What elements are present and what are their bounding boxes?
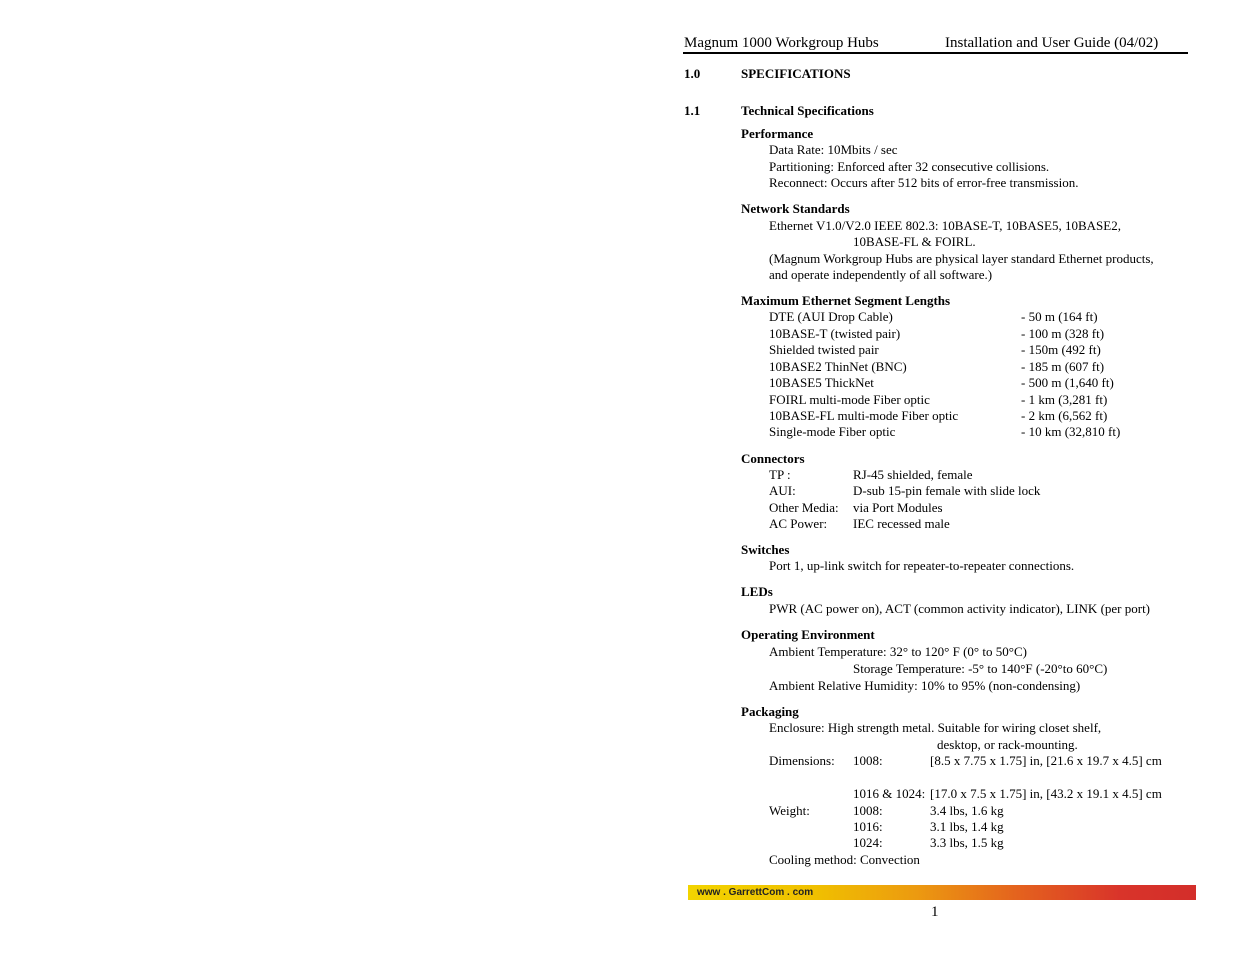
network-line: (Magnum Workgroup Hubs are physical layer standard Ethernet products, (769, 251, 1154, 266)
weight-model: 1008: (853, 803, 883, 818)
packaging-heading: Packaging (741, 704, 799, 719)
subsection-title: Technical Specifications (741, 103, 874, 118)
leds-heading: LEDs (741, 584, 773, 599)
connector-value: D-sub 15-pin female with slide lock (853, 483, 1041, 498)
weight-value: 3.3 lbs, 1.5 kg (930, 835, 1004, 850)
segment-value: - 1 km (3,281 ft) (1021, 392, 1108, 407)
segment-value: - 185 m (607 ft) (1021, 359, 1105, 374)
section-number: 1.0 (684, 66, 701, 81)
enclosure-line: Enclosure: High strength metal. Suitable for wiring closet shelf, (769, 720, 1102, 735)
header-rule (683, 52, 1188, 54)
connector-label: AC Power: (769, 516, 828, 531)
weight-label: Weight: (769, 803, 810, 818)
segment-value: - 10 km (32,810 ft) (1021, 424, 1121, 439)
switches-heading: Switches (741, 542, 790, 557)
network-heading: Network Standards (741, 201, 850, 216)
segment-label: 10BASE-T (twisted pair) (769, 326, 901, 341)
segment-label: Single-mode Fiber optic (769, 424, 896, 439)
subsection-number: 1.1 (684, 103, 701, 118)
segment-label: 10BASE5 ThickNet (769, 375, 874, 390)
weight-model: 1024: (853, 835, 883, 850)
dimensions-value: [17.0 x 7.5 x 1.75] in, [43.2 x 19.1 x 4.5] cm (930, 786, 1162, 801)
cooling-line: Cooling method: Convection (769, 852, 920, 867)
switches-line: Port 1, up-link switch for repeater-to-repeater connections. (769, 558, 1075, 573)
dimensions-label: Dimensions: (769, 753, 835, 768)
header-title: Magnum 1000 Workgroup Hubs (684, 35, 879, 51)
performance-line: Data Rate: 10Mbits / sec (769, 142, 898, 157)
segment-value: - 100 m (328 ft) (1021, 326, 1105, 341)
connector-label: TP : (769, 467, 791, 482)
performance-heading: Performance (741, 126, 814, 141)
dimensions-model: 1016 & 1024: (853, 786, 926, 801)
performance-line: Reconnect: Occurs after 512 bits of error-free transmission. (769, 175, 1079, 190)
connector-label: AUI: (769, 483, 796, 498)
leds-line: PWR (AC power on), ACT (common activity indicator), LINK (per port) (769, 601, 1151, 616)
network-line: 10BASE-FL & FOIRL. (853, 234, 976, 249)
connector-label: Other Media: (769, 500, 839, 515)
weight-value: 3.4 lbs, 1.6 kg (930, 803, 1004, 818)
connector-value: RJ-45 shielded, female (853, 467, 973, 482)
segment-label: FOIRL multi-mode Fiber optic (769, 392, 930, 407)
segment-label: DTE (AUI Drop Cable) (769, 309, 893, 324)
segment-label: 10BASE-FL multi-mode Fiber optic (769, 408, 959, 423)
segment-label: Shielded twisted pair (769, 342, 879, 357)
environment-line: Ambient Relative Humidity: 10% to 95% (non-condensing) (769, 678, 1081, 693)
connectors-heading: Connectors (741, 451, 805, 466)
segment-value: - 500 m (1,640 ft) (1021, 375, 1114, 390)
connector-value: IEC recessed male (853, 516, 950, 531)
network-line: Ethernet V1.0/V2.0 IEEE 802.3: 10BASE-T, 10BASE5, 10BASE2, (769, 218, 1121, 233)
segment-value: - 50 m (164 ft) (1021, 309, 1098, 324)
footer-bar (688, 885, 1196, 900)
section-title: SPECIFICATIONS (741, 66, 851, 81)
segment-label: 10BASE2 ThinNet (BNC) (769, 359, 907, 374)
environment-heading: Operating Environment (741, 627, 875, 642)
environment-line: Storage Temperature: -5° to 140°F (-20°to 60°C) (853, 661, 1108, 676)
weight-value: 3.1 lbs, 1.4 kg (930, 819, 1004, 834)
footer-url: www . GarrettCom . com (697, 887, 814, 898)
segments-heading: Maximum Ethernet Segment Lengths (741, 293, 951, 308)
segment-value: - 2 km (6,562 ft) (1021, 408, 1108, 423)
enclosure-line: desktop, or rack-mounting. (937, 737, 1078, 752)
performance-line: Partitioning: Enforced after 32 consecutive collisions. (769, 159, 1050, 174)
page-number: 1 (931, 904, 939, 920)
environment-line: Ambient Temperature: 32° to 120° F (0° to 50°C) (769, 644, 1027, 659)
segment-value: - 150m (492 ft) (1021, 342, 1101, 357)
weight-model: 1016: (853, 819, 883, 834)
network-line: and operate independently of all software.) (769, 267, 993, 282)
header-guide: Installation and User Guide (04/02) (945, 35, 1159, 51)
dimensions-model: 1008: (853, 753, 883, 768)
connector-value: via Port Modules (853, 500, 943, 515)
dimensions-value: [8.5 x 7.75 x 1.75] in, [21.6 x 19.7 x 4.5] cm (930, 753, 1162, 768)
